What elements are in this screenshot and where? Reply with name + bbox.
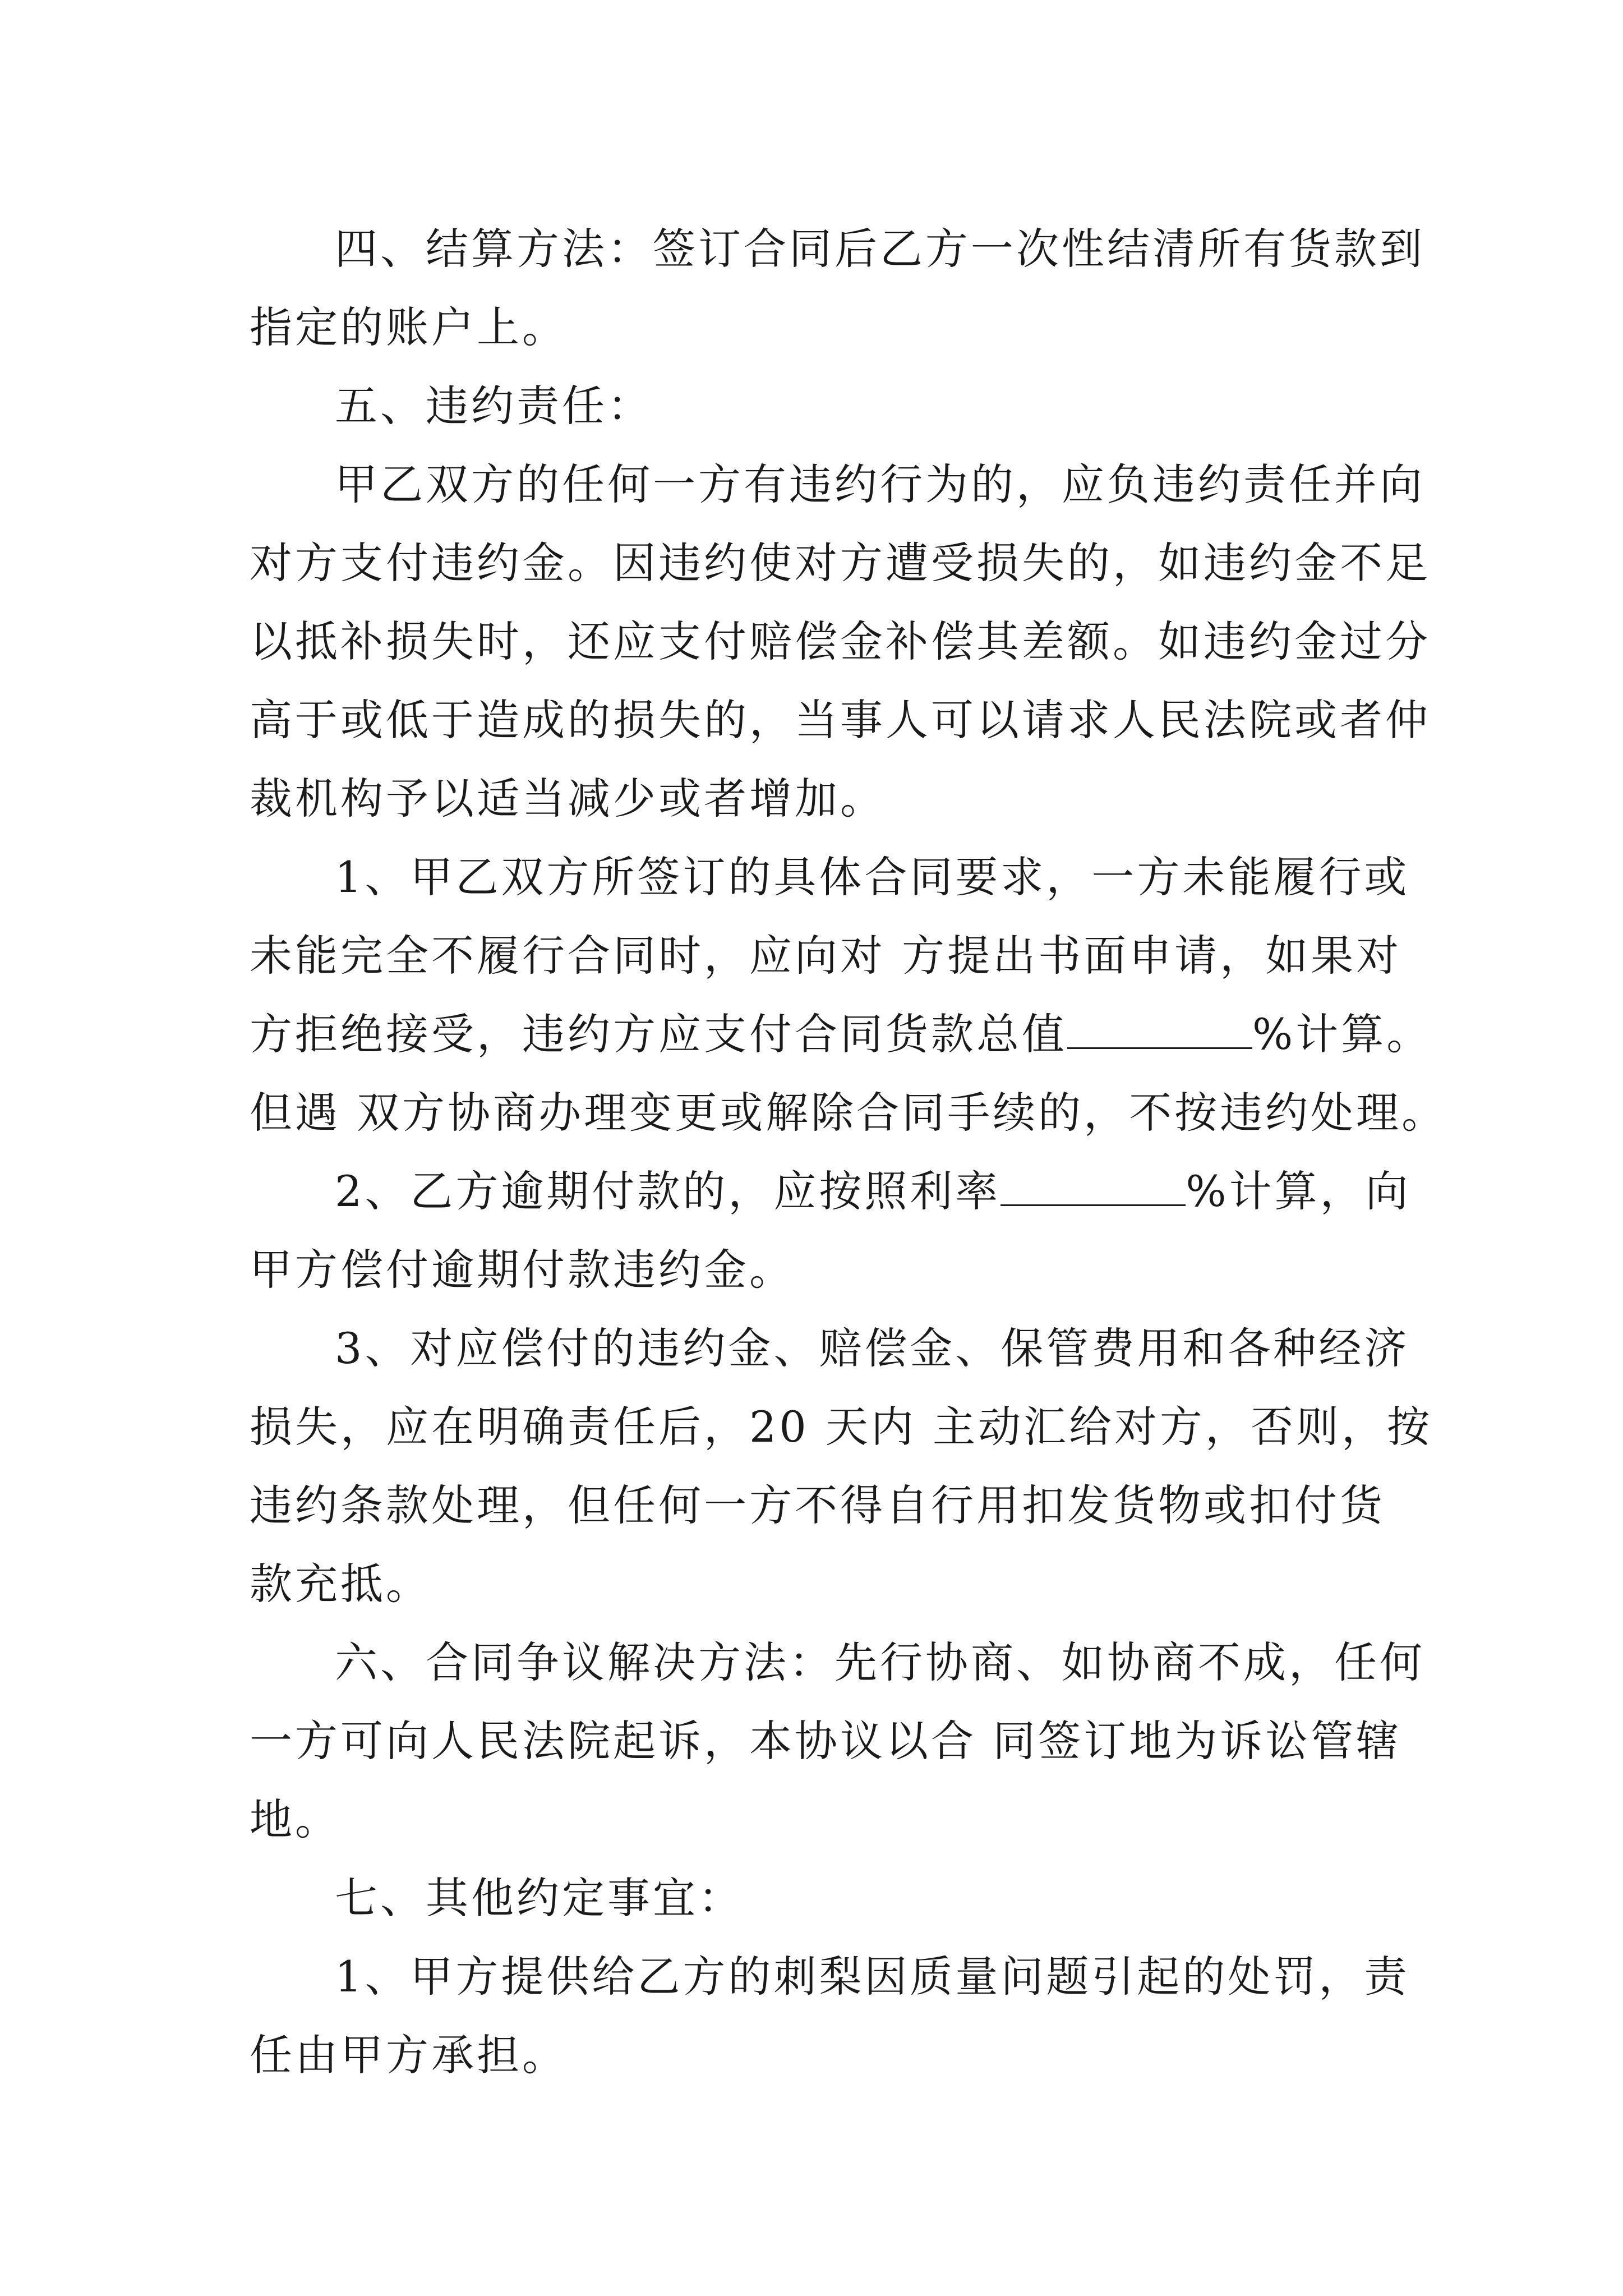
text-segment: %计算。 xyxy=(1252,1009,1432,1059)
paragraph-dispute xyxy=(250,1623,1425,1859)
text-line: 对方支付违约金。因违约使对方遭受损失的，如违约金不足 xyxy=(250,538,1431,588)
text-line-with-blank xyxy=(250,995,1432,1074)
text-line: 高于或低于造成的损失的，当事人可以请求人民法院或者仲 xyxy=(250,695,1431,745)
text-line: 款充抵。 xyxy=(250,1559,431,1609)
paragraph-settlement xyxy=(250,210,1425,367)
text-line: 四、结算方法：签订合同后乙方一次性结清所有货款到 xyxy=(335,224,1425,274)
heading-breach xyxy=(250,367,1377,445)
text-line: 任由甲方承担。 xyxy=(250,2030,568,2080)
text-segment: 方拒绝接受，违约方应支付合同货款总值 xyxy=(250,1009,1067,1059)
text-line: 指定的账户上。 xyxy=(250,302,568,352)
text-line-with-blank xyxy=(250,1152,1411,1231)
text-line: 3、对应偿付的违约金、赔偿金、保管费用和各种经济 xyxy=(335,1323,1410,1373)
text-segment: 2、乙方逾期付款的，应按照利率 xyxy=(335,1166,1001,1216)
paragraph-breach-item-1 xyxy=(250,838,1447,1152)
text-line: 但遇 双方协商办理变更或解除合同手续的，不按违约处理。 xyxy=(250,1088,1447,1138)
text-line: 违约条款处理，但任何一方不得自行用扣发货物或扣付货 xyxy=(250,1480,1385,1530)
text-segment: %计算，向 xyxy=(1186,1166,1411,1216)
paragraph-breach-item-2 xyxy=(250,1152,1411,1309)
heading-other xyxy=(250,1859,1377,1938)
text-line: 六、合同争议解决方法：先行协商、如协商不成，任何 xyxy=(335,1637,1425,1687)
text-line: 地。 xyxy=(250,1795,340,1844)
paragraph-breach-general xyxy=(250,445,1431,838)
paragraph-other-item-1 xyxy=(250,1938,1410,2095)
text-line: 1、甲乙双方所签订的具体合同要求，一方未能履行或 xyxy=(335,852,1410,902)
text-line: 1、甲方提供给乙方的刺梨因质量问题引起的处罚，责 xyxy=(335,1952,1410,2001)
fill-in-blank[interactable] xyxy=(1067,1011,1252,1049)
text-line: 未能完全不履行合同时，应向对 方提出书面申请，如果对 xyxy=(250,931,1402,981)
paragraph-breach-item-3 xyxy=(250,1309,1433,1623)
section-heading: 五、违约责任： xyxy=(335,381,653,431)
text-line: 一方可向人民法院起诉，本协议以合 同签订地为诉讼管辖 xyxy=(250,1716,1402,1766)
text-line: 甲乙双方的任何一方有违约行为的，应负违约责任并向 xyxy=(335,459,1425,509)
text-line: 以抵补损失时，还应支付赔偿金补偿其差额。如违约金过分 xyxy=(250,616,1431,666)
section-heading: 七、其他约定事宜： xyxy=(335,1873,744,1923)
text-line: 裁机构予以适当减少或者增加。 xyxy=(250,774,886,823)
text-line: 损失，应在明确责任后，20 天内 主动汇给对方，否则，按 xyxy=(250,1402,1433,1452)
fill-in-blank[interactable] xyxy=(1000,1168,1186,1206)
document-body xyxy=(250,210,1447,2095)
text-line: 甲方偿付逾期付款违约金。 xyxy=(250,1245,795,1295)
